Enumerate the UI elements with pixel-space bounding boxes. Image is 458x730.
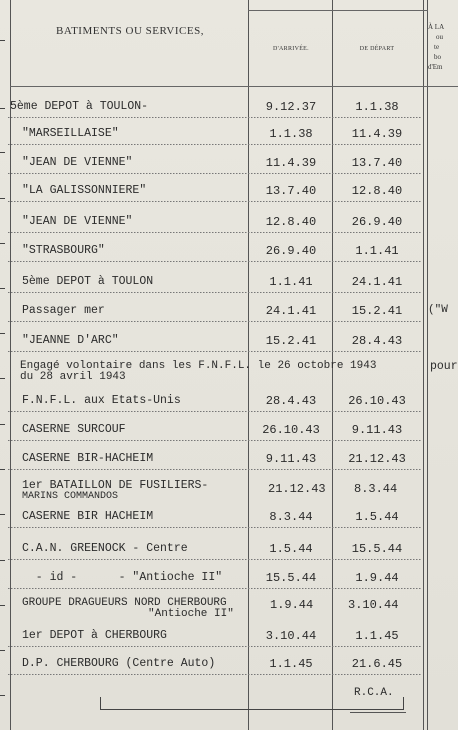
departure-cell: 1.1.45 <box>355 629 399 643</box>
closing-bracket <box>100 697 404 710</box>
bataillon-line: MARINS COMMANDOS <box>22 491 119 502</box>
fnfl-note: pour <box>430 360 458 373</box>
table-row <box>0 271 458 293</box>
note-cell: ("W <box>428 304 448 316</box>
groupe-arrival: 1.9.44 <box>270 598 314 612</box>
service-cell: C.A.N. GREENOCK - Centre <box>22 542 188 555</box>
row-divider <box>8 440 422 441</box>
header-rule-top <box>248 10 428 11</box>
table-row <box>0 390 458 412</box>
closing-underline <box>350 712 406 713</box>
table-row <box>0 123 458 145</box>
service-cell: CASERNE BIR HACHEIM <box>22 510 154 523</box>
departure-cell: 26.9.40 <box>351 215 403 229</box>
departure-cell: 1.1.38 <box>355 100 399 114</box>
arrival-cell: 13.7.40 <box>265 184 317 198</box>
service-cell: CASERNE SURCOUF <box>22 423 126 436</box>
row-divider <box>8 527 422 528</box>
service-cell: "LA GALISSONNIERE" <box>22 184 147 197</box>
service-cell: - id - - "Antioche II" <box>22 571 223 584</box>
header-partial-line: ou <box>436 33 443 41</box>
row-divider <box>8 261 422 262</box>
arrival-cell: 26.10.43 <box>262 423 320 437</box>
row-divider <box>8 173 422 174</box>
arrival-cell: 1.1.45 <box>269 657 313 671</box>
arrival-cell: 9.12.37 <box>265 100 317 114</box>
header-partial-line: À LA <box>428 23 445 31</box>
table-row <box>0 96 458 118</box>
table-row <box>0 625 458 647</box>
groupe-service <box>22 598 234 620</box>
arrival-cell: 1.5.44 <box>269 542 313 556</box>
service-cell: "JEAN DE VIENNE" <box>22 156 133 169</box>
header-partial-line: d'Em <box>428 63 443 71</box>
departure-cell: 13.7.40 <box>351 156 403 170</box>
arrival-cell: 28.4.43 <box>265 394 317 408</box>
service-cell: 5ème DEPOT à TOULON- <box>10 100 149 113</box>
row-divider <box>8 674 422 675</box>
arrival-cell: 15.2.41 <box>265 334 317 348</box>
row-divider <box>8 232 422 233</box>
fnfl-engagement-line: Engagé volontaire dans les F.N.F.L. le 26 octobre 1943 <box>20 360 377 372</box>
row-divider <box>8 144 422 145</box>
bataillon-arrival: 21.12.43 <box>268 482 326 496</box>
table-row <box>0 506 458 528</box>
header-rule-bottom <box>10 86 458 87</box>
table-row <box>0 538 458 560</box>
departure-cell: 12.8.40 <box>351 184 403 198</box>
header-services: BATIMENTS OU SERVICES, <box>56 25 204 37</box>
row-divider <box>8 588 422 589</box>
arrival-cell: 11.4.39 <box>265 156 317 170</box>
fnfl-engagement-date: du 28 avril 1943 <box>20 371 126 383</box>
arrival-cell: 12.8.40 <box>265 215 317 229</box>
table-row <box>0 330 458 352</box>
arrival-cell: 15.5.44 <box>265 571 317 585</box>
header-partial-column <box>428 22 458 72</box>
row-divider <box>8 646 422 647</box>
service-cell: CASERNE BIR-HACHEIM <box>22 452 154 465</box>
arrival-cell: 1.1.41 <box>269 275 313 289</box>
arrival-cell: 26.9.40 <box>265 244 317 258</box>
bataillon-departure: 8.3.44 <box>354 482 398 496</box>
departure-cell: 21.12.43 <box>348 452 406 466</box>
table-row <box>0 653 458 675</box>
header-partial-line: te <box>434 43 440 51</box>
row-divider <box>8 321 422 322</box>
service-cell: "STRASBOURG" <box>22 244 105 257</box>
table-row <box>0 152 458 174</box>
departure-cell: 11.4.39 <box>351 127 403 141</box>
header-departure: DE DÉPART <box>359 46 395 52</box>
table-row <box>0 211 458 233</box>
groupe-line: GROUPE DRAGUEURS NORD CHERBOURG <box>22 597 227 609</box>
service-cell: "JEANNE D'ARC" <box>22 334 119 347</box>
service-cell: "MARSEILLAISE" <box>22 127 119 140</box>
departure-cell: 15.5.44 <box>351 542 403 556</box>
departure-cell: 15.2.41 <box>351 304 403 318</box>
header-arrival: D'ARRIVÉE. <box>273 46 309 52</box>
table-row <box>0 567 458 589</box>
service-cell: "JEAN DE VIENNE" <box>22 215 133 228</box>
table-row <box>0 448 458 470</box>
departure-cell: 1.1.41 <box>355 244 399 258</box>
service-cell: Passager mer <box>22 304 105 317</box>
arrival-cell: 9.11.43 <box>265 452 317 466</box>
rca-label: R.C.A. <box>354 687 394 699</box>
row-divider <box>8 292 422 293</box>
row-divider <box>8 469 422 470</box>
bataillon-line: 1er BATAILLON DE FUSILIERS- <box>22 479 209 492</box>
service-cell: D.P. CHERBOURG (Centre Auto) <box>22 657 216 670</box>
row-divider <box>8 201 422 202</box>
service-cell: 5ème DEPOT à TOULON <box>22 275 154 288</box>
arrival-cell: 1.1.38 <box>269 127 313 141</box>
departure-cell: 21.6.45 <box>351 657 403 671</box>
departure-cell: 9.11.43 <box>351 423 403 437</box>
fnfl-engagement-text <box>20 361 376 383</box>
service-cell: 1er DEPOT à CHERBOURG <box>22 629 167 642</box>
row-divider <box>8 559 422 560</box>
table-row <box>0 419 458 441</box>
departure-cell: 1.5.44 <box>355 510 399 524</box>
row-divider <box>8 411 422 412</box>
header-partial-line: bo <box>434 53 441 61</box>
arrival-cell: 3.10.44 <box>265 629 317 643</box>
groupe-line: "Antioche II" <box>148 608 234 620</box>
departure-cell: 24.1.41 <box>351 275 403 289</box>
table-row <box>0 240 458 262</box>
table-row <box>0 180 458 202</box>
table-row <box>0 300 458 322</box>
bataillon-service <box>22 480 208 502</box>
departure-cell: 26.10.43 <box>348 394 406 408</box>
arrival-cell: 8.3.44 <box>269 510 313 524</box>
groupe-departure: 3.10.44 <box>348 598 399 612</box>
arrival-cell: 24.1.41 <box>265 304 317 318</box>
departure-cell: 28.4.43 <box>351 334 403 348</box>
row-divider <box>8 117 422 118</box>
row-divider <box>8 351 422 352</box>
service-cell: F.N.F.L. aux Etats-Unis <box>22 394 181 407</box>
departure-cell: 1.9.44 <box>355 571 399 585</box>
